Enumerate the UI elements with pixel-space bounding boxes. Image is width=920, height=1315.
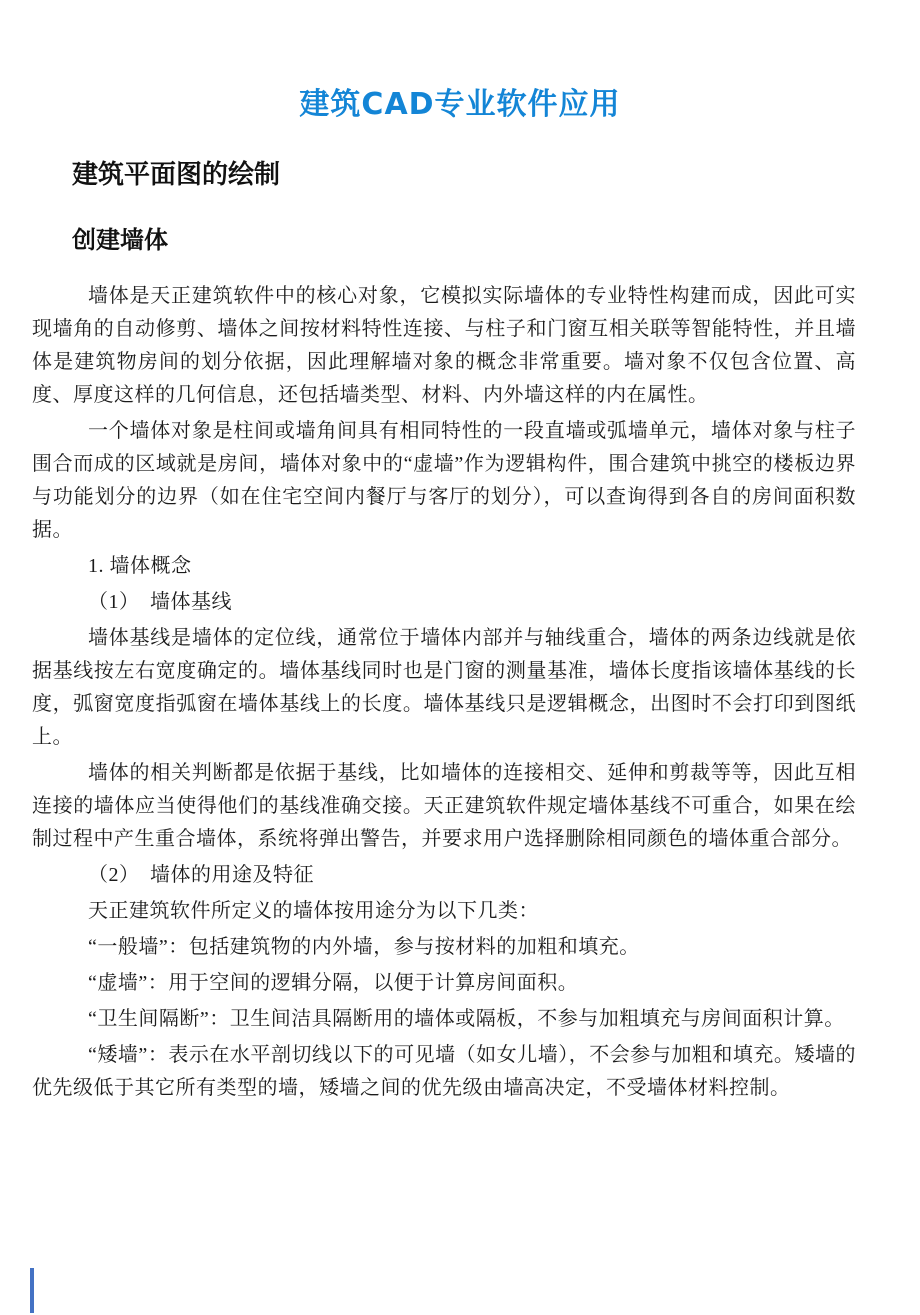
paragraph-usage-intro: 天正建筑软件所定义的墙体按用途分为以下几类：	[88, 900, 539, 922]
paragraph-general-wall: “一般墙”：包括建筑物的内外墙，参与按材料的加粗和填充。	[88, 936, 640, 958]
list-item-wall-concept: 1. 墙体概念	[88, 555, 192, 577]
paragraph-wall-object: 一个墙体对象是柱间或墙角间具有相同特性的一段直墙或弧墙单元，墙体对象与柱子围合而成的区域就是房间，墙体对象中的“虚墙”作为逻辑构件，围合建筑中挑空的楼板边界与功能划分的边界（如在住宅空间内餐厅与客厅的划分），可以查询得到各自的房间面积数据。	[32, 420, 856, 541]
text-cursor-mark	[30, 1268, 34, 1313]
paragraph-baseline-detail: 墙体基线是墙体的定位线，通常位于墙体内部并与轴线重合，墙体的两条边线就是依据基线按左右宽度确定的。墙体基线同时也是门窗的测量基准，墙体长度指该墙体基线的长度，弧窗宽度指弧窗在墙体基线上的长度。墙体基线只是逻辑概念，出图时不会打印到图纸上。	[32, 627, 856, 748]
list-item-wall-baseline: （1） 墙体基线	[88, 591, 232, 613]
paragraph-baseline-rules: 墙体的相关判断都是依据于基线，比如墙体的连接相交、延伸和剪裁等等，因此互相连接的墙体应当使得他们的基线准确交接。天正建筑软件规定墙体基线不可重合，如果在绘制过程中产生重合墙体，系统将弹出警告，并要求用户选择删除相同颜色的墙体重合部分。	[32, 762, 856, 850]
document-title: 建筑CAD专业软件应用	[299, 87, 621, 122]
document-body	[32, 280, 856, 1105]
chapter-heading: 建筑平面图的绘制	[72, 160, 281, 190]
paragraph-virtual-wall: “虚墙”：用于空间的逻辑分隔，以便于计算房间面积。	[88, 972, 579, 994]
paragraph-low-wall: “矮墙”：表示在水平剖切线以下的可见墙（如女儿墙），不会参与加粗和填充。矮墙的优先级低于其它所有类型的墙，矮墙之间的优先级由墙高决定，不受墙体材料控制。	[32, 1044, 856, 1099]
paragraph-toilet-partition: “卫生间隔断”：卫生间洁具隔断用的墙体或隔板，不参与加粗填充与房间面积计算。	[88, 1008, 845, 1030]
section-heading: 创建墙体	[72, 226, 168, 254]
paragraph-wall-intro: 墙体是天正建筑软件中的核心对象，它模拟实际墙体的专业特性构建而成，因此可实现墙角的自动修剪、墙体之间按材料特性连接、与柱子和门窗互相关联等智能特性，并且墙体是建筑物房间的划分依据，因此理解墙对象的概念非常重要。墙对象不仅包含位置、高度、厚度这样的几何信息，还包括墙类型、材料、内外墙这样的内在属性。	[32, 285, 856, 406]
list-item-wall-usage: （2） 墙体的用途及特征	[88, 864, 314, 886]
